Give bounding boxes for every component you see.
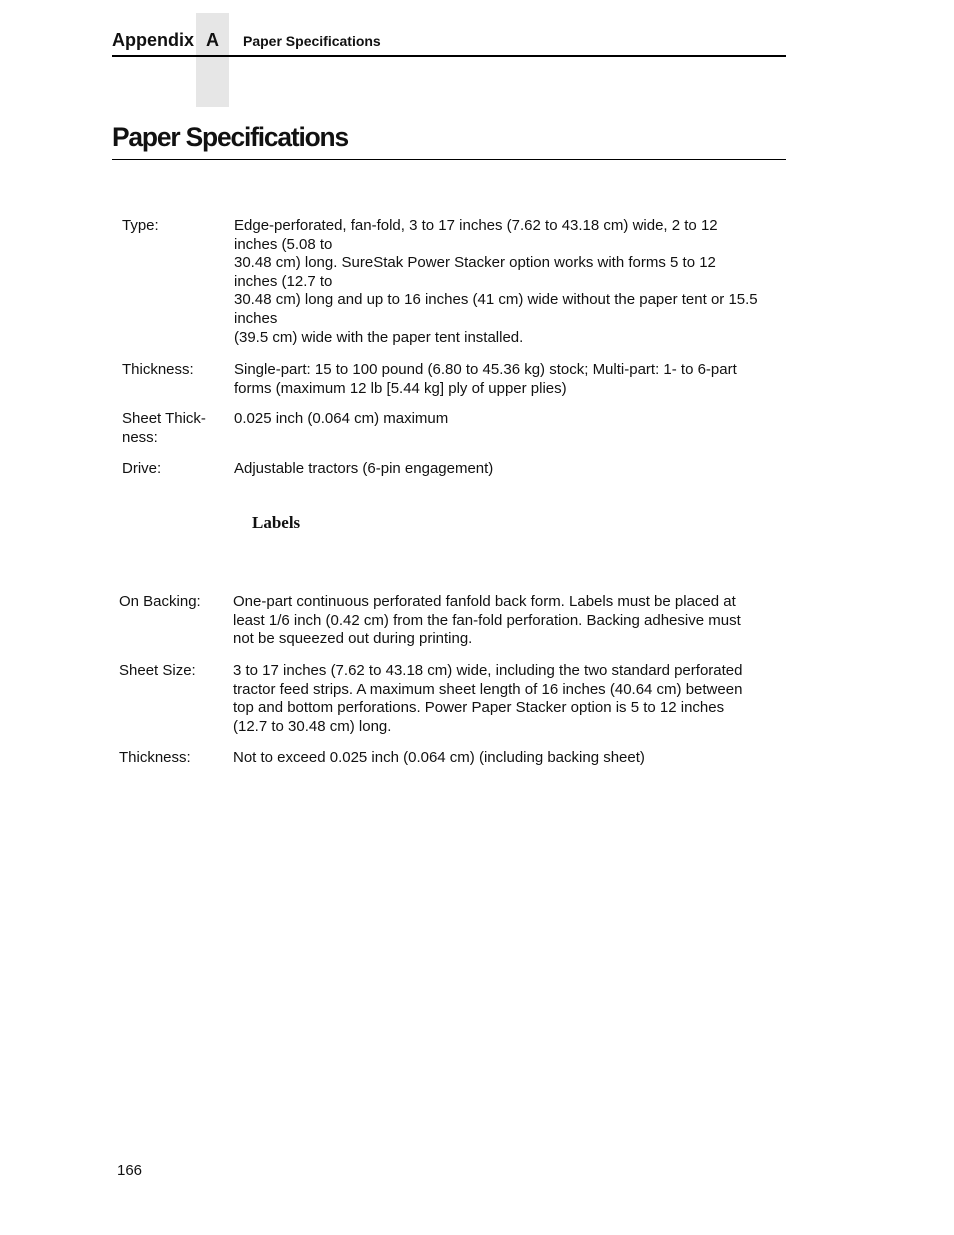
spec-line: 3 to 17 inches (7.62 to 43.18 cm) wide, including the two standard perforated	[233, 662, 743, 679]
appendix-label: Appendix	[112, 30, 195, 50]
spec-value	[234, 460, 782, 479]
spec-value	[233, 593, 779, 649]
spec-value	[234, 361, 782, 398]
spec-line: 30.48 cm) long. SureStak Power Stacker option works with forms 5 to 12	[234, 254, 716, 272]
spec-line: One-part continuous perforated fanfold back form. Labels must be placed at	[233, 593, 736, 610]
spec-line: inches (5.08 to	[234, 235, 333, 253]
spec-label-line: ness:	[122, 428, 158, 446]
spec-line: forms (maximum 12 lb [5.44 kg] ply of upper plies)	[234, 379, 567, 397]
spec-line: (39.5 cm) wide with the paper tent installed.	[234, 328, 524, 346]
spec-line: inches (12.7 to	[234, 272, 333, 290]
spec-label: Thickness:	[119, 749, 191, 766]
spec-label: On Backing:	[119, 593, 201, 610]
running-header-title: Paper Specifications	[243, 33, 381, 49]
spec-line: top and bottom perforations. Power Paper Stacker option is 5 to 12 inches	[233, 699, 725, 717]
spec-line: tractor feed strips. A maximum sheet length of 16 inches (40.64 cm) between	[233, 680, 743, 698]
spec-line: Edge-perforated, fan-fold, 3 to 17 inches (7.62 to 43.18 cm) wide, 2 to 12	[234, 217, 718, 234]
running-header	[112, 29, 786, 57]
appendix-tab-marker	[196, 13, 229, 107]
spec-line: not be squeezed out during printing.	[233, 630, 473, 648]
spec-label: Drive:	[122, 460, 162, 477]
page-title-text: Paper Specifications	[112, 122, 348, 152]
spec-line: 0.025 inch (0.064 cm) maximum	[234, 410, 449, 427]
spec-label: Thickness:	[122, 361, 194, 378]
spec-value	[234, 217, 782, 347]
spec-label-line: Sheet Thick-	[122, 410, 206, 427]
spec-line: (12.7 to 30.48 cm) long.	[233, 717, 392, 735]
spec-line: Adjustable tractors (6-pin engagement)	[234, 460, 494, 477]
spec-label: Type:	[122, 217, 159, 234]
spec-line: least 1/6 inch (0.42 cm) from the fan-fold perforation. Backing adhesive must	[233, 611, 741, 629]
spec-value	[234, 410, 782, 429]
page-number: 166	[117, 1162, 143, 1179]
spec-value	[233, 749, 779, 768]
spec-line: inches	[234, 309, 278, 327]
spec-label	[122, 410, 227, 447]
spec-line: Single-part: 15 to 100 pound (6.80 to 45.36 kg) stock; Multi-part: 1- to 6-part	[234, 361, 737, 378]
spec-line: Not to exceed 0.025 inch (0.064 cm) (including backing sheet)	[233, 749, 645, 766]
spec-line: 30.48 cm) long and up to 16 inches (41 cm) wide without the paper tent or 15.5	[234, 291, 758, 309]
spec-label: Sheet Size:	[119, 662, 196, 679]
appendix-letter: A	[206, 30, 219, 50]
labels-heading: Labels	[252, 513, 301, 532]
spec-value	[233, 662, 779, 736]
page-title	[112, 122, 786, 160]
